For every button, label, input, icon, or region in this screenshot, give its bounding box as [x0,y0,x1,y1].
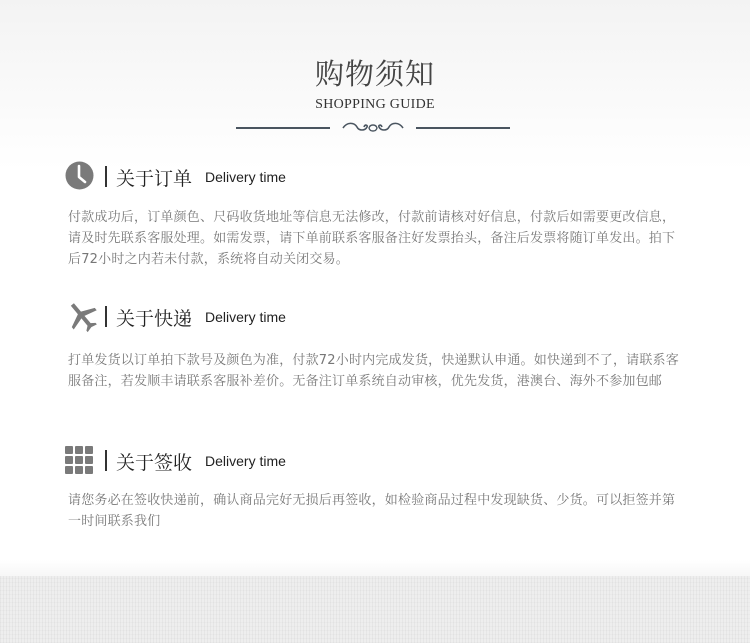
section-divider [105,166,107,187]
flourish-ornament [341,121,405,135]
section-subtitle-order: Delivery time [205,169,286,185]
section-divider [105,450,107,471]
page-title: 购物须知 [314,57,435,91]
section-body-order: 付款成功后，订单颜色、尺码收货地址等信息无法修改，付款前请核对好信息，付款后如需要更改信息，请及时先联系客服处理。如需发票，请下单前联系客服备注好发票抬头，备注后发票将随订单发出。拍下后72小时之内若未付款，系统将自动关闭交易。 [68,210,676,267]
clock-icon [65,161,94,190]
section-divider [105,306,107,327]
page-subtitle: SHOPPING GUIDE [315,97,435,112]
section-body-delivery: 打单发货以订单拍下款号及颜色为准，付款72小时内完成发货，快递默认申通。如快递到不了，请联系客服备注，若发顺丰请联系客服补差价。无备注订单系统自动审核，优先发货，港澳台、海外不参加包邮 [68,353,679,389]
section-title-order: 关于订单 [116,168,193,190]
section-body-receipt: 请您务必在签收快递前，确认商品完好无损后再签收，如检验商品过程中发现缺货、少货。可以拒签并第一时间联系我们 [68,493,676,529]
section-title-receipt: 关于签收 [116,452,193,474]
title-rule-right [416,127,510,129]
airplane-icon [65,299,99,333]
section-title-delivery: 关于快递 [116,308,193,330]
grid-icon [65,446,93,474]
footer-texture [0,576,750,643]
section-subtitle-receipt: Delivery time [205,453,286,469]
section-subtitle-delivery: Delivery time [205,309,286,325]
title-rule-left [236,127,330,129]
